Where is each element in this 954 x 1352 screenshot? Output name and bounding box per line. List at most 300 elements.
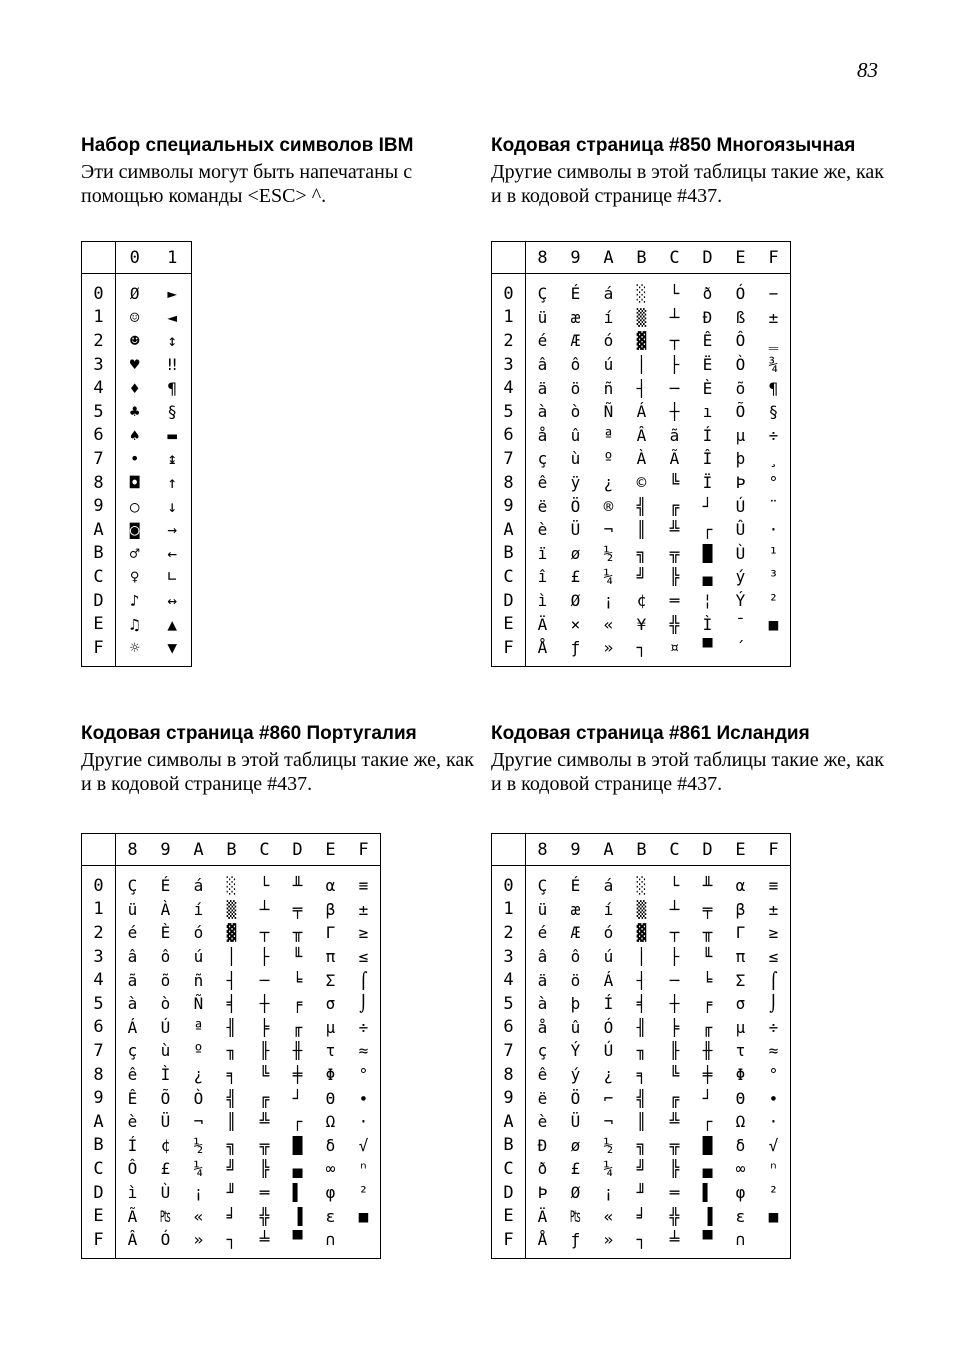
char-cell: æ <box>570 899 581 919</box>
row-index: 9 <box>492 1086 526 1110</box>
char-cell: ╛ <box>226 1206 237 1226</box>
table-padding <box>82 1252 116 1259</box>
char-cell: Ñ <box>193 994 204 1014</box>
char-cell: ┤ <box>636 378 647 398</box>
char-cell: ∙ <box>768 1088 779 1108</box>
char-cell: Ð <box>702 307 713 327</box>
char-cell: ý <box>570 1065 581 1085</box>
charset-table-861 <box>491 833 791 1259</box>
char-cell: ╥ <box>292 923 303 943</box>
char-cell: ╚ <box>259 1065 270 1085</box>
char-cell: ≈ <box>768 1041 779 1061</box>
char-cell: ▬ <box>167 425 178 445</box>
char-cell: ╧ <box>259 1230 270 1250</box>
char-cell: ╣ <box>636 1088 647 1108</box>
row-index: 4 <box>82 376 116 400</box>
char-cell: Â <box>127 1230 138 1250</box>
char-cell: ⌡ <box>768 994 779 1014</box>
char-cell: ÷ <box>358 1017 369 1037</box>
char-cell: ╠ <box>669 1159 680 1179</box>
char-cell: Ø <box>570 1183 581 1203</box>
table-row <box>82 612 192 636</box>
char-cell: █ <box>292 1135 303 1155</box>
table-row <box>82 1086 381 1110</box>
table-row <box>492 992 791 1016</box>
row-index: 5 <box>492 400 526 424</box>
char-cell: ¡ <box>603 1183 614 1203</box>
char-cell: ð <box>537 1159 548 1179</box>
char-cell: £ <box>570 567 581 587</box>
char-cell: ¬ <box>603 520 614 540</box>
char-cell: û <box>570 1017 581 1037</box>
section-description: Другие символы в этой таблицы такие же, как и в кодовой странице #437. <box>81 749 475 795</box>
char-cell: ╚ <box>669 1065 680 1085</box>
char-cell: ╨ <box>702 876 713 896</box>
char-cell: è <box>537 520 548 540</box>
section-heading: Кодовая страница #850 Многоязычная <box>491 135 856 156</box>
row-index: F <box>492 636 526 660</box>
char-cell: ┴ <box>669 307 680 327</box>
table-row <box>82 353 192 377</box>
table-row <box>492 400 791 424</box>
char-cell: ╜ <box>636 1183 647 1203</box>
char-cell: ñ <box>193 970 204 990</box>
char-cell: Ù <box>735 543 746 563</box>
char-cell: ê <box>537 1065 548 1085</box>
char-cell: í <box>193 899 204 919</box>
table-padding <box>526 660 791 667</box>
row-index: E <box>492 612 526 636</box>
char-cell: └ <box>259 876 270 896</box>
table-row <box>492 1181 791 1205</box>
row-index: 6 <box>82 1016 116 1040</box>
char-cell: ╒ <box>292 994 303 1014</box>
char-cell: ¿ <box>193 1065 204 1085</box>
char-cell: ╥ <box>702 923 713 943</box>
char-cell: Þ <box>537 1183 548 1203</box>
char-cell: Ò <box>735 355 746 375</box>
char-cell: ² <box>358 1183 369 1203</box>
char-cell: ú <box>193 947 204 967</box>
table-row <box>492 1134 791 1158</box>
table-row <box>82 1039 381 1063</box>
char-cell: Ü <box>160 1112 171 1132</box>
char-cell: ┤ <box>636 970 647 990</box>
table-row <box>492 518 791 542</box>
char-cell: Ü <box>570 520 581 540</box>
char-cell: é <box>537 923 548 943</box>
char-cell: ╩ <box>669 1112 680 1132</box>
row-index: A <box>492 1110 526 1134</box>
char-cell: Ó <box>160 1230 171 1250</box>
char-cell: ⁿ <box>358 1159 369 1179</box>
char-cell: ó <box>603 331 614 351</box>
char-cell: ü <box>127 899 138 919</box>
char-cell: Ý <box>570 1041 581 1061</box>
char-cell: φ <box>735 1183 746 1203</box>
char-cell: Φ <box>735 1065 746 1085</box>
table-row <box>492 1204 791 1228</box>
char-cell: È <box>702 378 713 398</box>
char-cell: î <box>537 567 548 587</box>
char-cell: ü <box>537 307 548 327</box>
char-cell: ▐ <box>292 1206 303 1226</box>
char-cell: █ <box>702 543 713 563</box>
char-cell: Ä <box>537 614 548 634</box>
column-header: 9 <box>559 834 592 866</box>
char-cell: ┼ <box>259 994 270 1014</box>
char-cell: ë <box>537 496 548 516</box>
char-cell: ╙ <box>702 947 713 967</box>
char-cell: ° <box>768 473 779 493</box>
row-index: 7 <box>82 1039 116 1063</box>
table-row <box>492 447 791 471</box>
char-cell: ± <box>768 307 779 327</box>
table-row <box>82 447 192 471</box>
char-cell: § <box>167 402 178 422</box>
char-cell: Ì <box>160 1065 171 1085</box>
char-cell: Σ <box>325 970 336 990</box>
char-cell: ø <box>570 543 581 563</box>
char-cell: á <box>603 876 614 896</box>
char-cell: · <box>768 520 779 540</box>
char-cell: ¯ <box>735 614 746 634</box>
char-cell: ¼ <box>603 567 614 587</box>
char-cell: ▓ <box>226 923 237 943</box>
row-index: 4 <box>492 968 526 992</box>
row-index: 7 <box>82 447 116 471</box>
char-cell: ► <box>167 284 178 304</box>
char-cell: Ù <box>160 1183 171 1203</box>
char-cell: Ö <box>570 496 581 516</box>
char-cell: ½ <box>193 1135 204 1155</box>
char-cell: ╝ <box>636 567 647 587</box>
row-index: 2 <box>82 329 116 353</box>
char-cell: ╢ <box>226 1017 237 1037</box>
section-codepage-860 <box>81 723 481 796</box>
char-cell: ú <box>603 947 614 967</box>
char-cell: Ú <box>735 496 746 516</box>
table-row <box>82 898 381 922</box>
char-cell: ┬ <box>669 923 680 943</box>
char-cell: ↑ <box>167 473 178 493</box>
char-cell: Ì <box>702 614 713 634</box>
char-cell: ■ <box>358 1206 369 1226</box>
char-cell: ╬ <box>259 1206 270 1226</box>
char-cell: ┐ <box>636 1230 647 1250</box>
char-cell: ▌ <box>292 1183 303 1203</box>
char-cell: ╒ <box>702 994 713 1014</box>
char-cell: « <box>603 614 614 634</box>
row-index: 9 <box>82 494 116 518</box>
char-cell: å <box>537 425 548 445</box>
char-cell: è <box>127 1112 138 1132</box>
char-cell: Ó <box>735 284 746 304</box>
table-row <box>492 1039 791 1063</box>
char-cell: Î <box>702 449 713 469</box>
char-cell: À <box>636 449 647 469</box>
char-cell: ╔ <box>669 1088 680 1108</box>
header-corner <box>492 242 526 274</box>
table-padding <box>116 1252 381 1259</box>
table-row <box>492 1063 791 1087</box>
char-cell: ƒ <box>570 638 581 658</box>
char-cell: δ <box>735 1135 746 1155</box>
table-row <box>492 329 791 353</box>
row-index: 0 <box>492 866 526 898</box>
table-padding <box>492 660 526 667</box>
char-cell: ╛ <box>636 1206 647 1226</box>
char-cell: ⌡ <box>358 994 369 1014</box>
column-header: 0 <box>116 242 154 274</box>
table-row <box>492 898 791 922</box>
char-cell: ≤ <box>358 947 369 967</box>
column-header: D <box>691 834 724 866</box>
char-cell: ♫ <box>129 614 140 634</box>
column-header: 1 <box>154 242 192 274</box>
char-cell: ∟ <box>167 567 178 587</box>
char-cell: ⌠ <box>358 970 369 990</box>
table-row <box>82 968 381 992</box>
table-row <box>492 565 791 589</box>
char-cell: ╚ <box>669 473 680 493</box>
column-header: F <box>347 834 381 866</box>
char-cell: ╩ <box>669 520 680 540</box>
row-index: A <box>492 518 526 542</box>
char-cell: ├ <box>259 947 270 967</box>
char-cell: ³ <box>768 567 779 587</box>
char-cell: â <box>537 355 548 375</box>
table-row <box>492 921 791 945</box>
table-row <box>82 1228 381 1252</box>
char-cell <box>757 1228 791 1252</box>
table-row <box>492 636 791 660</box>
char-cell: Á <box>127 1017 138 1037</box>
row-index: B <box>492 1134 526 1158</box>
row-index: 3 <box>492 945 526 969</box>
char-cell: ♠ <box>129 425 140 445</box>
char-cell: Φ <box>325 1065 336 1085</box>
row-index: C <box>492 565 526 589</box>
header-corner <box>82 242 116 274</box>
char-cell: ╝ <box>226 1159 237 1179</box>
char-cell: ─ <box>669 970 680 990</box>
char-cell: ╘ <box>702 970 713 990</box>
row-index: D <box>82 1181 116 1205</box>
char-cell: ░ <box>636 876 647 896</box>
char-cell: ç <box>127 1041 138 1061</box>
row-index: F <box>492 1228 526 1252</box>
char-cell: └ <box>669 876 680 896</box>
char-cell: ∩ <box>735 1230 746 1250</box>
char-cell: à <box>537 994 548 1014</box>
char-cell: ┌ <box>702 1112 713 1132</box>
char-cell: Æ <box>570 923 581 943</box>
char-cell: ª <box>603 425 614 445</box>
row-index: 1 <box>82 898 116 922</box>
char-cell: ¨ <box>768 496 779 516</box>
char-cell: ½ <box>603 543 614 563</box>
column-header: 8 <box>526 834 560 866</box>
char-cell: ½ <box>603 1135 614 1155</box>
table-row <box>492 542 791 566</box>
char-cell: Ω <box>325 1112 336 1132</box>
row-index: 6 <box>492 1016 526 1040</box>
char-cell: α <box>325 876 336 896</box>
char-cell: « <box>603 1206 614 1226</box>
table-row <box>492 968 791 992</box>
char-cell: ù <box>570 449 581 469</box>
char-cell: Ð <box>537 1135 548 1155</box>
table-row <box>82 1157 381 1181</box>
char-cell: ║ <box>636 1112 647 1132</box>
column-header: E <box>724 242 757 274</box>
table-row <box>492 1157 791 1181</box>
char-cell: × <box>570 614 581 634</box>
char-cell: à <box>127 994 138 1014</box>
char-cell: Θ <box>325 1088 336 1108</box>
column-header: B <box>215 834 248 866</box>
char-cell: ┘ <box>702 496 713 516</box>
column-header: F <box>757 834 791 866</box>
char-cell: δ <box>325 1135 336 1155</box>
char-cell: ▓ <box>636 923 647 943</box>
row-index: E <box>82 1204 116 1228</box>
header-corner <box>492 834 526 866</box>
char-cell: ô <box>570 947 581 967</box>
char-cell: ░ <box>226 876 237 896</box>
table-row <box>82 329 192 353</box>
char-cell: ¶ <box>167 378 178 398</box>
char-cell: · <box>768 1112 779 1132</box>
char-cell: ¿ <box>603 1065 614 1085</box>
row-index: A <box>82 1110 116 1134</box>
char-cell: ▄ <box>292 1159 303 1179</box>
char-cell: Õ <box>160 1088 171 1108</box>
char-cell: ÷ <box>768 425 779 445</box>
char-cell: ₧ <box>160 1206 171 1226</box>
char-cell: ó <box>193 923 204 943</box>
char-cell: ♦ <box>129 378 140 398</box>
section-heading: Набор специальных символов IBM <box>81 135 414 156</box>
char-cell: ╠ <box>669 567 680 587</box>
char-cell: ý <box>735 567 746 587</box>
char-cell: ú <box>603 355 614 375</box>
column-header: 9 <box>149 834 182 866</box>
table-row <box>492 376 791 400</box>
char-cell: µ <box>735 1017 746 1037</box>
char-cell: ─ <box>669 378 680 398</box>
char-cell: ╪ <box>292 1065 303 1085</box>
char-cell: å <box>537 1017 548 1037</box>
char-cell: ╔ <box>259 1088 270 1108</box>
charset-table-ibm <box>81 241 192 667</box>
char-cell: ® <box>603 496 614 516</box>
char-cell: £ <box>570 1159 581 1179</box>
table-row <box>492 589 791 613</box>
char-cell: Ω <box>735 1112 746 1132</box>
table-row <box>492 1016 791 1040</box>
char-cell: β <box>325 899 336 919</box>
char-cell: Ç <box>537 284 548 304</box>
char-cell: ╔ <box>669 496 680 516</box>
table-padding <box>492 1252 526 1259</box>
char-cell: ° <box>358 1065 369 1085</box>
char-cell: ╦ <box>669 1135 680 1155</box>
char-cell: ♣ <box>129 402 140 422</box>
column-header: B <box>625 834 658 866</box>
char-cell: ░ <box>636 284 647 304</box>
char-cell: ╗ <box>226 1135 237 1155</box>
char-cell: â <box>537 947 548 967</box>
table-row <box>82 471 192 495</box>
char-cell: ∙ <box>358 1088 369 1108</box>
char-cell: ≈ <box>358 1041 369 1061</box>
char-cell: ┼ <box>669 402 680 422</box>
row-index: 8 <box>82 471 116 495</box>
char-cell: ◘ <box>129 473 140 493</box>
char-cell: ô <box>570 355 581 375</box>
char-cell: ┤ <box>226 970 237 990</box>
char-cell: ╖ <box>226 1041 237 1061</box>
char-cell: É <box>570 284 581 304</box>
char-cell: ã <box>669 425 680 445</box>
table-row <box>82 565 192 589</box>
char-cell: Σ <box>735 970 746 990</box>
char-cell: φ <box>325 1183 336 1203</box>
table-row <box>492 1228 791 1252</box>
char-cell: · <box>358 1112 369 1132</box>
char-cell: ◙ <box>129 520 140 540</box>
char-cell: ■ <box>768 614 779 634</box>
row-index: 3 <box>82 353 116 377</box>
char-cell: ° <box>768 1065 779 1085</box>
char-cell: Ã <box>127 1206 138 1226</box>
char-cell: ▒ <box>226 899 237 919</box>
char-cell: Ò <box>193 1088 204 1108</box>
char-cell: ┌ <box>292 1112 303 1132</box>
column-header: A <box>182 834 215 866</box>
char-cell: ╓ <box>292 1017 303 1037</box>
row-index: 8 <box>82 1063 116 1087</box>
char-cell: τ <box>735 1041 746 1061</box>
char-cell: ¹ <box>768 543 779 563</box>
char-cell: ╫ <box>292 1041 303 1061</box>
row-index: 2 <box>492 329 526 353</box>
char-cell: ╘ <box>292 970 303 990</box>
char-cell: ò <box>160 994 171 1014</box>
char-cell: ○ <box>129 496 140 516</box>
char-cell: Ø <box>129 284 140 304</box>
char-cell: ╝ <box>636 1159 647 1179</box>
table-row <box>82 376 192 400</box>
char-cell: ▒ <box>636 307 647 327</box>
char-cell: ß <box>735 307 746 327</box>
table-row <box>82 274 192 306</box>
column-header: D <box>691 242 724 274</box>
char-cell: − <box>768 284 779 304</box>
table-padding <box>116 660 192 667</box>
row-index: 0 <box>492 274 526 306</box>
row-index: E <box>82 612 116 636</box>
table-row <box>82 400 192 424</box>
char-cell: ≤ <box>768 947 779 967</box>
column-header: B <box>625 242 658 274</box>
char-cell: ▐ <box>702 1206 713 1226</box>
table-row <box>82 542 192 566</box>
char-cell: α <box>735 876 746 896</box>
char-cell: Ê <box>127 1088 138 1108</box>
